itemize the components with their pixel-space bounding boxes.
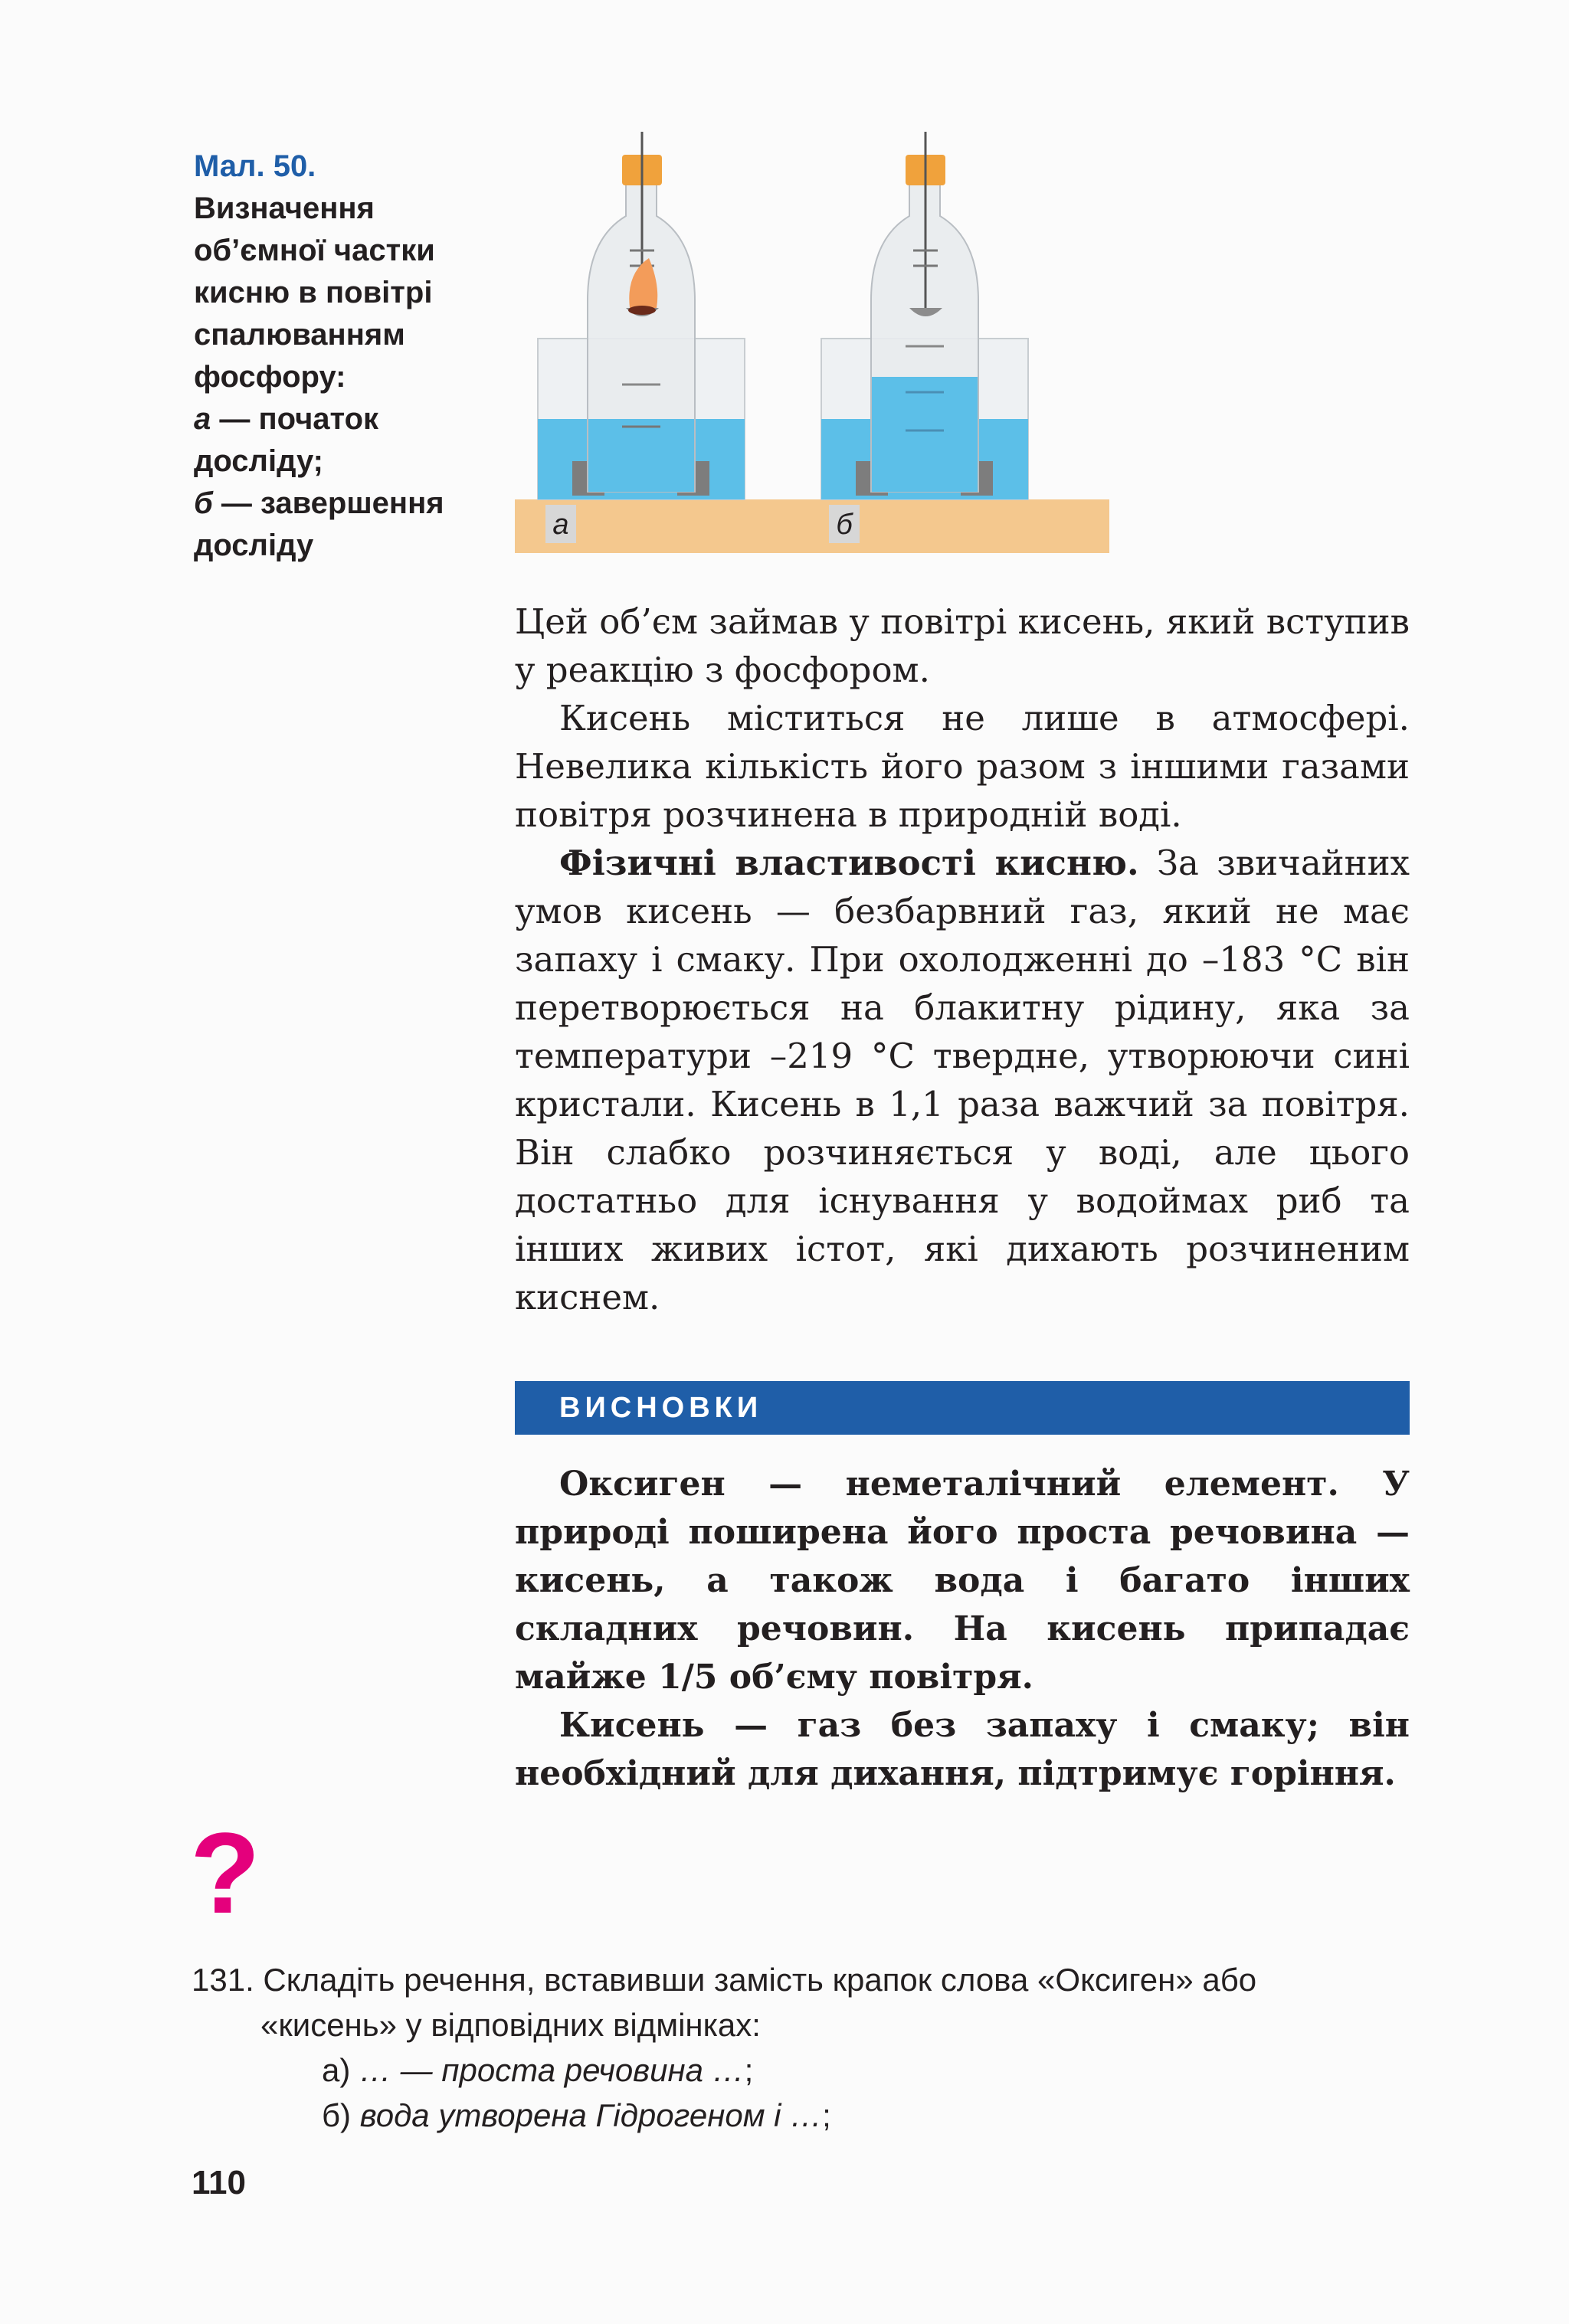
exercise-131 — [192, 1957, 1417, 2138]
main-text — [515, 597, 1410, 1321]
page-number: 110 — [192, 2164, 246, 2201]
caption-legend-b-cont: досліду — [194, 529, 314, 562]
caption-legend-a — [194, 398, 500, 440]
paragraph: Кисень міститься не лише в атмосфері. Невелика кількість його разом з іншими газами повітря розчинена в природній воді. — [515, 698, 1410, 835]
apparatus-b — [821, 132, 1028, 499]
paragraph-physical-properties — [515, 839, 1410, 1321]
exercise-line: «кисень» у відповідних відмінках: — [260, 2007, 761, 2043]
item-text: … — проста речовина … — [359, 2052, 745, 2088]
panel-label-b: б — [836, 509, 853, 541]
item-label: б) — [322, 2097, 360, 2133]
exercise-item-a — [192, 2047, 1417, 2093]
legend-text-a: — початок — [211, 402, 379, 436]
jar-water-b — [872, 377, 978, 492]
panel-label-a: а — [552, 509, 569, 541]
item-end: ; — [744, 2052, 754, 2088]
section-subheading: Фізичні властивості кисню. — [559, 843, 1139, 883]
caption-line: кисню в повітрі — [194, 276, 433, 309]
legend-letter-a: а — [194, 402, 211, 436]
exercise-item-b — [192, 2093, 1417, 2138]
caption-line: Визначення — [194, 191, 375, 225]
item-text: вода утворена Гідрогеном і … — [359, 2097, 823, 2133]
jar-water-a — [588, 419, 694, 492]
figure-number: Мал. 50. — [194, 149, 316, 183]
caption-legend-b — [194, 483, 500, 525]
caption-legend-a-cont: досліду; — [194, 444, 323, 478]
legend-letter-b: б — [194, 486, 213, 520]
caption-line: об’ємної частки — [194, 234, 435, 267]
conclusion-paragraph: Кисень — газ без запаху і смаку; він необхідний для дихання, підтримує горіння. — [515, 1706, 1410, 1793]
conclusions-heading: ВИСНОВКИ — [515, 1381, 1410, 1435]
exercise-text: Складіть речення, вставивши замість крапок слова «Оксиген» або — [254, 1962, 1257, 1998]
experiment-illustration — [515, 124, 1109, 553]
apparatus-a — [538, 132, 745, 499]
exercise-line — [192, 1957, 1417, 2002]
item-end: ; — [822, 2097, 831, 2133]
caption-line: фосфору: — [194, 360, 346, 394]
wooden-base — [515, 499, 1109, 553]
caption-line: спалюванням — [194, 318, 405, 352]
paragraph: Цей об’єм займав у повітрі кисень, який вступив у реакцію з фосфором. — [515, 601, 1410, 690]
paragraph-text: За звичайних умов кисень — безбарвний газ, який не має запаху і смаку. При охолодженні до –183 °С він перетворюється на блакитну рідину, яка за температури –219 °С твердне, утворюючи сині кристали. Кисень в 1,1 раза важчий за повітря. Він слабко розчиняється у воді, але цього достатньо для існування у водоймах риб та інших живих істот, які дихають розчиненим киснем. — [515, 843, 1410, 1317]
exercise-number: 131. — [192, 1962, 254, 1998]
figure-caption — [194, 146, 500, 567]
conclusions-text — [515, 1460, 1410, 1798]
legend-text-b: — завершення — [212, 486, 444, 520]
item-label: а) — [322, 2052, 360, 2088]
question-icon: ? — [190, 1808, 260, 1937]
conclusion-paragraph: Оксиген — неметалічний елемент. У природі поширена його проста речовина — кисень, а також вода і багато інших складних речовин. На кисень припадає майже 1/5 об’єму повітря. — [515, 1465, 1410, 1697]
